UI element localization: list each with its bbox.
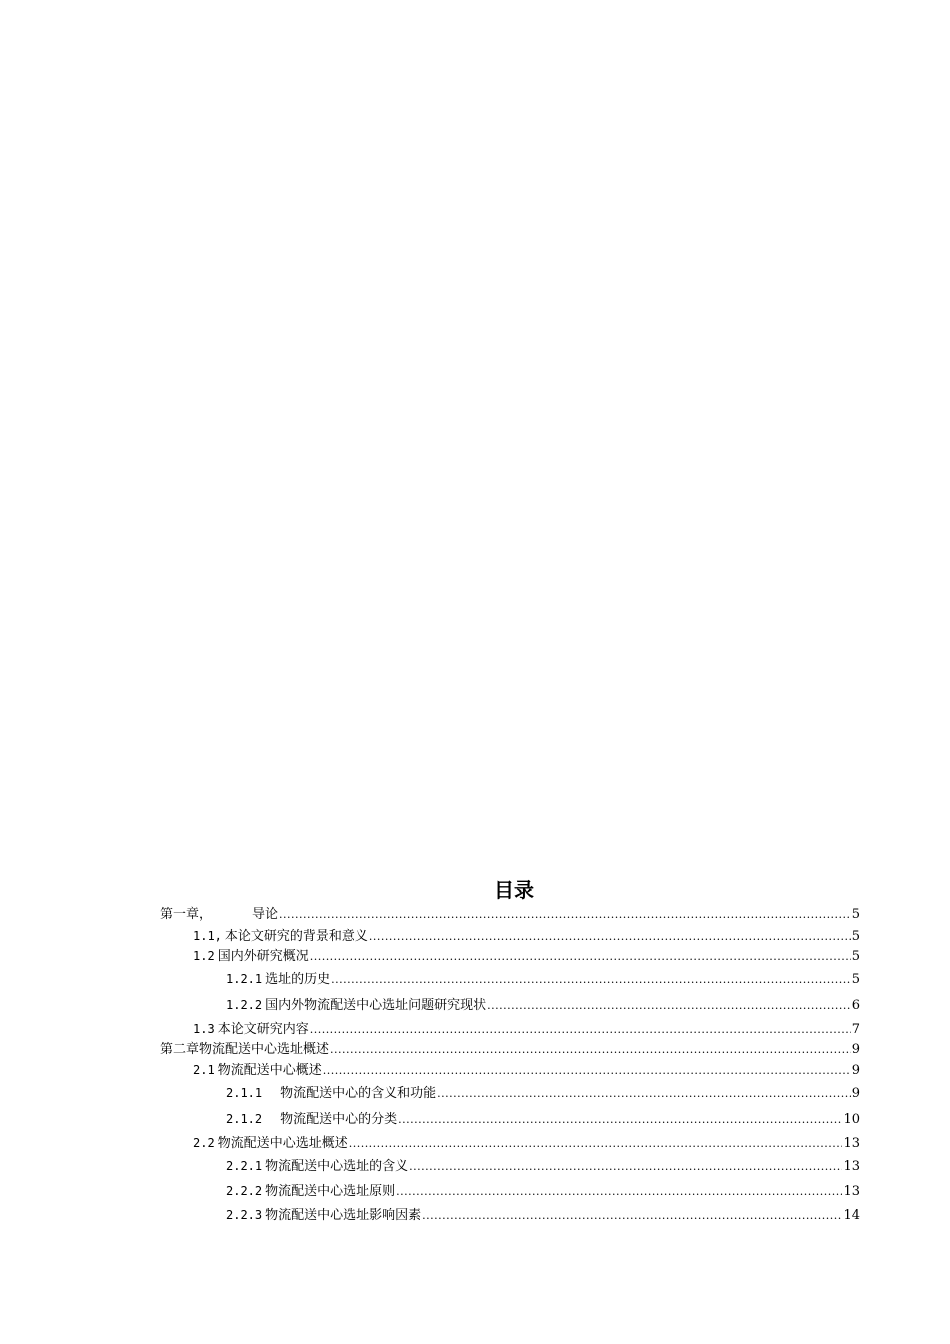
toc-entry-label	[226, 967, 330, 992]
toc-entry-label	[226, 1154, 408, 1179]
toc-entry-text: 物流配送中心选址原则	[265, 1184, 396, 1199]
toc-entry-number: 2.2.3	[226, 1208, 263, 1222]
toc-entry-number: 第一章，	[160, 907, 213, 922]
toc-page-number: 5	[851, 907, 860, 922]
toc-entry-text: 物流配送中心选址的含义	[265, 1159, 409, 1174]
toc-entry-label	[193, 946, 309, 967]
toc-page-number: 13	[843, 1136, 860, 1151]
toc-entry-label	[193, 1060, 322, 1081]
toc-entry-label	[160, 904, 278, 926]
toc-dot-leader	[487, 992, 851, 1020]
toc-dot-leader	[331, 968, 851, 992]
toc-entry-label	[193, 926, 368, 947]
toc-entry[interactable]	[160, 967, 860, 991]
toc-dot-leader	[310, 1020, 851, 1040]
toc-dot-leader	[409, 1154, 842, 1179]
toc-entry[interactable]	[160, 1133, 860, 1154]
toc-entry[interactable]	[160, 946, 860, 967]
toc-entry-number: 1.2.2	[226, 998, 263, 1012]
table-of-contents	[160, 876, 860, 1226]
toc-entry-label	[160, 1039, 329, 1060]
toc-dot-leader	[396, 1179, 842, 1204]
toc-dot-leader	[398, 1106, 842, 1133]
toc-page-number: 13	[843, 1159, 860, 1174]
toc-dot-leader	[422, 1205, 842, 1227]
toc-entry[interactable]	[160, 1081, 860, 1106]
toc-page-number: 5	[851, 949, 860, 964]
toc-entry-text: 第二章物流配送中心选址概述	[160, 1042, 330, 1057]
toc-title: 目录	[494, 878, 534, 902]
toc-page-number: 10	[843, 1112, 860, 1127]
toc-entry-number: 2.2.2	[226, 1184, 263, 1198]
toc-entry[interactable]	[160, 1106, 860, 1133]
toc-entry-number: 1.1,	[193, 929, 222, 943]
toc-entry-text: 选址的历史	[265, 972, 331, 987]
toc-entry[interactable]	[160, 1019, 860, 1039]
toc-entry-label	[226, 1179, 395, 1204]
toc-entry-text: 本论文研究内容	[217, 1022, 309, 1037]
toc-entry[interactable]	[160, 1179, 860, 1204]
toc-entry-label	[226, 1106, 397, 1133]
toc-page-number: 9	[851, 1086, 860, 1101]
toc-entry-label	[226, 991, 486, 1020]
toc-entry[interactable]	[160, 1039, 860, 1060]
toc-page-number: 7	[851, 1022, 860, 1037]
toc-page-number: 9	[851, 1063, 860, 1078]
toc-entry[interactable]	[160, 926, 860, 946]
toc-entry-text: 本论文研究的背景和意义	[224, 929, 368, 944]
toc-dot-leader	[437, 1081, 851, 1106]
toc-entry[interactable]	[160, 991, 860, 1019]
toc-entry-text: 物流配送中心选址影响因素	[265, 1208, 422, 1223]
toc-entry-label	[193, 1133, 348, 1154]
toc-entry-label	[226, 1081, 436, 1106]
toc-entry-text: 导论	[252, 907, 279, 922]
toc-entry-text: 物流配送中心的含义和功能	[280, 1086, 437, 1101]
toc-entry[interactable]	[160, 1204, 860, 1226]
toc-entry-label	[193, 1019, 309, 1040]
toc-page-number: 5	[851, 972, 860, 987]
toc-dot-leader	[369, 927, 851, 947]
toc-entry[interactable]	[160, 1060, 860, 1081]
toc-entry-text: 物流配送中心选址概述	[217, 1136, 348, 1151]
toc-entry-text: 物流配送中心概述	[217, 1063, 322, 1078]
toc-entry[interactable]	[160, 1154, 860, 1179]
toc-entry-number: 1.2.1	[226, 972, 263, 986]
toc-dot-leader	[310, 946, 851, 967]
toc-entry-text: 国内外物流配送中心选址问题研究现状	[265, 998, 487, 1013]
toc-dot-leader	[279, 904, 851, 926]
toc-entry-number: 2.1.1	[226, 1086, 263, 1100]
toc-entry-number: 2.1	[193, 1063, 215, 1077]
toc-entry-text: 物流配送中心的分类	[280, 1112, 398, 1127]
toc-entry-number: 2.2	[193, 1136, 215, 1150]
toc-page-number: 13	[843, 1184, 860, 1199]
toc-entry[interactable]	[160, 904, 860, 926]
toc-page-number: 6	[851, 998, 860, 1013]
toc-entry-number: 1.3	[193, 1022, 215, 1036]
toc-page-number: 5	[851, 929, 860, 944]
toc-page-number: 14	[843, 1208, 860, 1223]
toc-entry-text: 国内外研究概况	[217, 949, 309, 964]
toc-entry-number: 1.2	[193, 949, 215, 963]
toc-dot-leader	[330, 1039, 851, 1060]
toc-entry-number: 2.1.2	[226, 1112, 263, 1126]
toc-list	[160, 904, 860, 1226]
toc-entry-label	[226, 1204, 421, 1227]
toc-page-number: 9	[851, 1042, 860, 1057]
toc-dot-leader	[323, 1060, 851, 1081]
toc-entry-number: 2.2.1	[226, 1159, 263, 1173]
toc-dot-leader	[349, 1133, 843, 1154]
